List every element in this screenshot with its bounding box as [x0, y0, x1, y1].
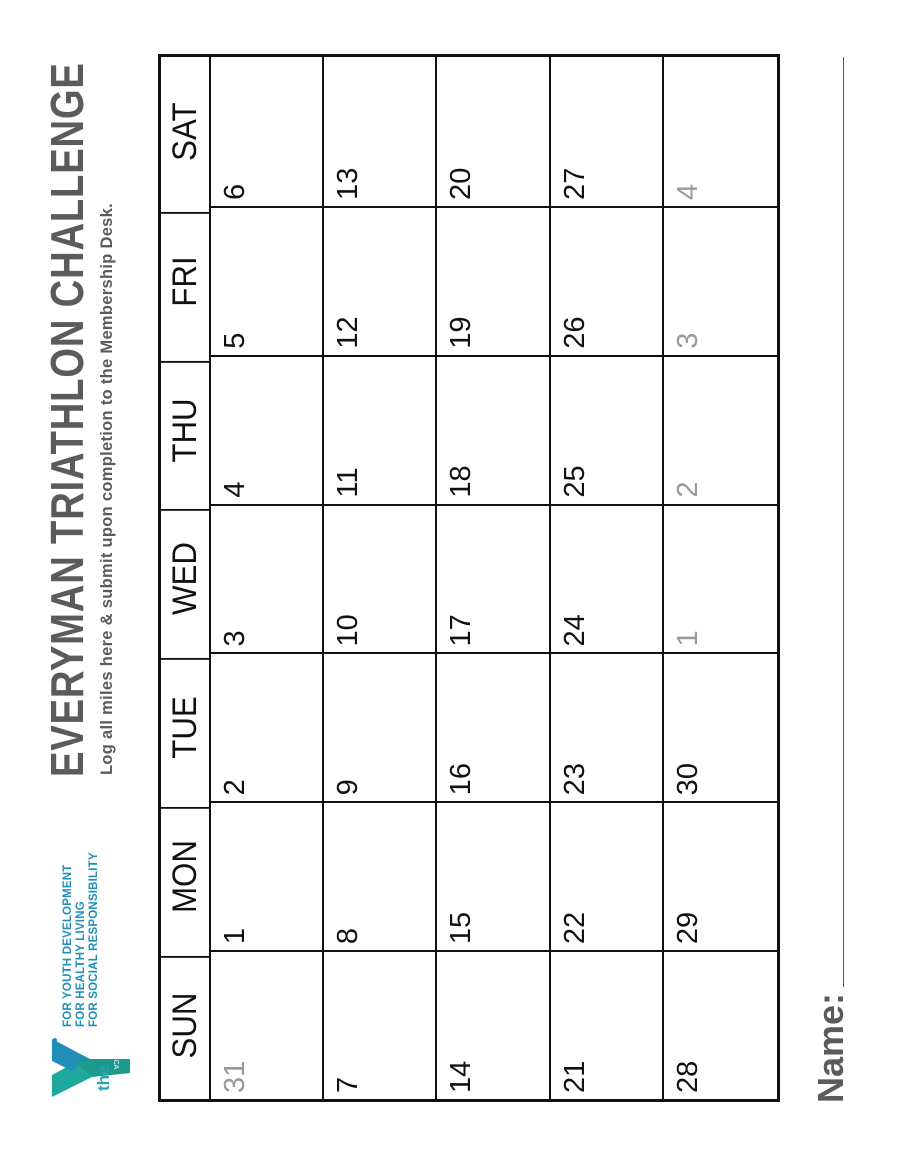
calendar-day-cell[interactable] [211, 57, 322, 206]
calendar-day-cell[interactable] [551, 652, 662, 801]
calendar-day-cell[interactable] [664, 504, 777, 653]
ymca-tagline [62, 852, 101, 1027]
calendar-day-cell[interactable] [324, 504, 435, 653]
day-number: 17 [445, 614, 478, 647]
calendar-day-cell[interactable] [211, 652, 322, 801]
day-number: 9 [332, 779, 365, 796]
calendar-day-cell[interactable] [551, 355, 662, 504]
calendar-day-cell[interactable] [664, 950, 777, 1099]
day-number: 11 [332, 467, 365, 498]
dow-wed: WED [161, 510, 209, 647]
day-number: 22 [558, 911, 591, 945]
day-number: 12 [332, 316, 365, 349]
page-title: EVERYMAN TRIATHLON CHALLENGE [41, 62, 93, 777]
calendar-day-cell[interactable] [324, 652, 435, 801]
day-number: 25 [558, 465, 591, 498]
calendar-day-cell[interactable] [551, 950, 662, 1099]
day-number: 20 [445, 167, 478, 200]
calendar-day-cell[interactable] [664, 355, 777, 504]
name-label: Name: [810, 992, 851, 1103]
calendar-day-cell[interactable] [324, 206, 435, 355]
day-number: 8 [332, 928, 365, 945]
calendar-day-cell[interactable] [551, 801, 662, 950]
dow-mon: MON [161, 807, 209, 944]
ymca-y-icon [52, 1037, 132, 1097]
calendar-day-cell[interactable] [437, 504, 548, 653]
calendar-week-row [437, 57, 550, 1099]
ymca-logo [52, 1037, 132, 1097]
calendar-day-cell[interactable] [437, 206, 548, 355]
day-number: 14 [445, 1060, 478, 1093]
day-number: 19 [445, 316, 478, 349]
calendar-day-cell[interactable] [437, 652, 548, 801]
day-number: 13 [332, 167, 365, 200]
day-number: 6 [219, 183, 251, 200]
dow-sun: SUN [161, 956, 209, 1093]
calendar-week-row [211, 57, 324, 1099]
tagline-line: FOR HEALTHY LIVING [75, 901, 87, 1027]
calendar-week-row [551, 57, 664, 1099]
calendar-day-cell[interactable] [324, 801, 435, 950]
day-number: 10 [332, 614, 365, 647]
calendar-day-cell[interactable] [437, 57, 548, 206]
calendar-day-cell[interactable] [437, 801, 548, 950]
calendar-grid [158, 54, 780, 1102]
calendar-week-row [324, 57, 437, 1099]
calendar-day-cell[interactable] [211, 206, 322, 355]
calendar-day-cell[interactable] [664, 801, 777, 950]
calendar-day-cell[interactable] [664, 57, 777, 206]
day-number: 5 [219, 332, 251, 349]
day-number: 1 [671, 630, 704, 647]
calendar-day-cell[interactable] [211, 504, 322, 653]
calendar-week-row [664, 57, 777, 1099]
day-number: 27 [558, 167, 591, 200]
dow-sat: SAT [165, 102, 204, 161]
calendar-day-cell[interactable] [437, 355, 548, 504]
calendar-day-cell[interactable] [551, 57, 662, 206]
calendar-weeks [211, 57, 777, 1099]
dow-fri: FRI [161, 212, 209, 349]
day-number: 26 [558, 316, 591, 349]
day-number: 3 [219, 630, 251, 647]
day-number: 7 [332, 1076, 365, 1093]
day-number: 16 [445, 763, 478, 796]
calendar-day-cell[interactable] [324, 355, 435, 504]
calendar-day-cell[interactable] [324, 57, 435, 206]
day-of-week-header [161, 57, 211, 1099]
calendar-day-cell[interactable] [211, 355, 322, 504]
day-number: 18 [445, 465, 478, 498]
day-number: 1 [219, 928, 251, 945]
day-number: 24 [558, 614, 591, 647]
day-number: 29 [671, 911, 704, 945]
day-number: 4 [671, 183, 704, 200]
calendar-day-cell[interactable] [551, 206, 662, 355]
day-number: 31 [219, 1060, 251, 1093]
day-number: 15 [445, 911, 478, 945]
day-number: 30 [671, 763, 704, 796]
day-number: 4 [219, 481, 251, 498]
day-number: 2 [671, 481, 704, 498]
logo-wordmark: the [94, 1065, 113, 1091]
calendar-day-cell[interactable] [664, 652, 777, 801]
day-number: 28 [671, 1060, 704, 1093]
calendar-day-cell[interactable] [437, 950, 548, 1099]
day-number: 23 [558, 763, 591, 796]
dow-thu: THU [161, 361, 209, 498]
day-number: 21 [558, 1060, 591, 1093]
day-number: 2 [219, 779, 251, 796]
tagline-line: FOR YOUTH DEVELOPMENT [62, 864, 74, 1027]
name-input-line[interactable] [843, 57, 844, 987]
dow-tue: TUE [161, 658, 209, 795]
calendar-day-cell[interactable] [551, 504, 662, 653]
tagline-line: FOR SOCIAL RESPONSIBILITY [88, 852, 100, 1027]
calendar-day-cell[interactable] [211, 801, 322, 950]
calendar-day-cell[interactable] [211, 950, 322, 1099]
ymca-caption: YMCA [112, 1049, 119, 1070]
calendar-day-cell[interactable] [664, 206, 777, 355]
page-subtitle: Log all miles here & submit upon completion to the Membership Desk. [98, 202, 116, 775]
calendar-day-cell[interactable] [324, 950, 435, 1099]
day-number: 3 [671, 332, 704, 349]
